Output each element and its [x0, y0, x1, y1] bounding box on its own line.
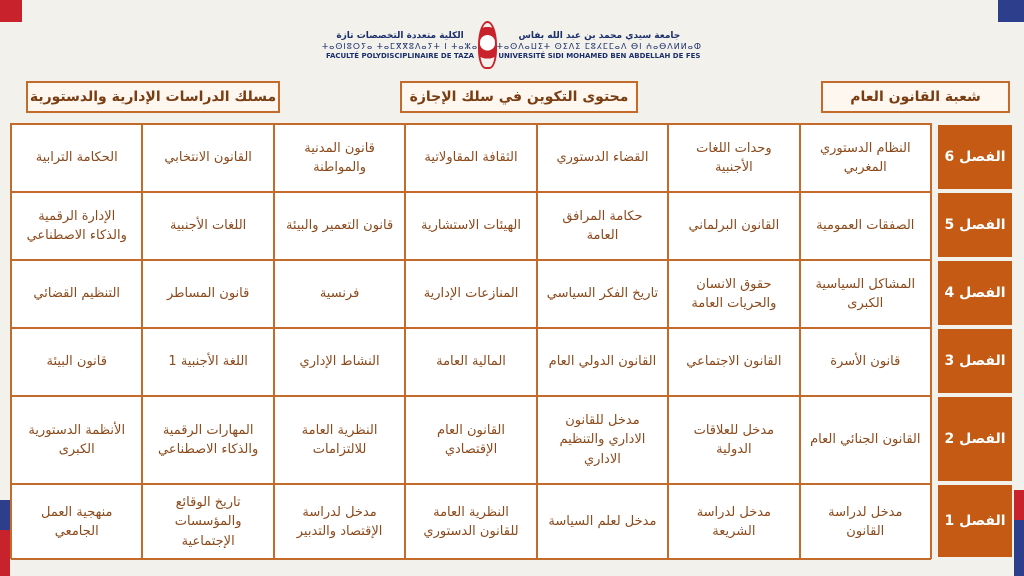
module-cell: مدخل لدراسة الشريعة	[668, 484, 799, 560]
module-cell: حكامة المرافق العامة	[537, 192, 668, 260]
modules-grid	[10, 123, 932, 559]
semester-label: الفصل 1	[936, 483, 1014, 559]
module-cell: المهارات الرقمية والذكاء الاصطناعي	[142, 396, 273, 484]
module-cell: القانون الجنائي العام	[800, 396, 931, 484]
module-cell: مدخل للعلاقات الدولية	[668, 396, 799, 484]
university-name-tf: ⵜⴰⵙⴷⴰⵡⵉⵜ ⵙⵉⴷⵉ ⵎⵓⵃⵎⵎⴰⴷ ⴱⵏ ⵄⴰⴱⴷⵍⵍⴰⵀ	[496, 41, 702, 51]
semester-label: الفصل 2	[936, 395, 1014, 483]
curriculum-table	[10, 123, 1014, 559]
faculty-name-fr: FACULTÉ POLYDISCIPLINAIRE DE TAZA	[325, 51, 475, 60]
module-cell: مدخل لدراسة الإقتصاد والتدبير	[274, 484, 405, 560]
faculty-block	[322, 31, 478, 60]
corner-decoration-blue	[998, 0, 1024, 22]
module-cell: حقوق الانسان والحريات العامة	[668, 260, 799, 328]
module-cell: التنظيم القضائي	[11, 260, 142, 328]
semester-label: الفصل 5	[936, 191, 1014, 259]
module-cell: الثقافة المقاولاتية	[405, 124, 536, 192]
university-logo-icon	[478, 21, 497, 69]
branch-label: شعبة القانون العام	[821, 81, 1010, 113]
module-cell: اللغة الأجنبية 1	[142, 328, 273, 396]
corner-decoration-red	[0, 0, 22, 22]
module-cell: مدخل لعلم السياسة	[537, 484, 668, 560]
stripe-decoration-blue	[1014, 520, 1024, 576]
university-name-fr: UNIVERSITÉ SIDI MOHAMED BEN ABDELLAH DE FES	[498, 51, 701, 60]
module-cell: القانون الانتخابي	[142, 124, 273, 192]
module-cell: قانون البيئة	[11, 328, 142, 396]
module-cell: قانون التعمير والبيئة	[274, 192, 405, 260]
module-cell: مدخل للقانون الاداري والتنظيم الاداري	[537, 396, 668, 484]
module-cell: الحكامة الترابية	[11, 124, 142, 192]
module-cell: القانون العام الإقتصادي	[405, 396, 536, 484]
semester-label: الفصل 3	[936, 327, 1014, 395]
semester-label: الفصل 6	[936, 123, 1014, 191]
module-cell: قانون الأسرة	[800, 328, 931, 396]
module-cell: القضاء الدستوري	[537, 124, 668, 192]
module-cell: النظرية العامة للقانون الدستوري	[405, 484, 536, 560]
institution-header	[322, 20, 702, 70]
semester-column	[936, 123, 1014, 559]
module-cell: النظرية العامة للالتزامات	[274, 396, 405, 484]
module-cell: منهجية العمل الجامعي	[11, 484, 142, 560]
module-cell: النظام الدستوري المغربي	[800, 124, 931, 192]
module-cell: القانون الدولي العام	[537, 328, 668, 396]
module-cell: الأنظمة الدستورية الكبرى	[11, 396, 142, 484]
module-cell: النشاط الإداري	[274, 328, 405, 396]
module-cell: وحدات اللغات الأجنبية	[668, 124, 799, 192]
track-label: مسلك الدراسات الإدارية والدستورية	[26, 81, 280, 113]
module-cell: الهيئات الاستشارية	[405, 192, 536, 260]
semester-label: الفصل 4	[936, 259, 1014, 327]
faculty-name-tf: ⵜⴰⵙⵏⵓⵔⵢⴰ ⵜⴰⵎⴳⴳⵓⴷⴰⵢⵜ ⵏ ⵜⴰⵣⴰ	[322, 41, 479, 51]
stripe-decoration-red	[0, 530, 10, 576]
module-cell: الإدارة الرقمية والذكاء الاصطناعي	[11, 192, 142, 260]
module-cell: الصفقات العمومية	[800, 192, 931, 260]
module-cell: قانون المساطر	[142, 260, 273, 328]
module-cell: تاريخ الفكر السياسي	[537, 260, 668, 328]
module-cell: تاريخ الوقائع والمؤسسات الإجتماعية	[142, 484, 273, 560]
module-cell: القانون البرلماني	[668, 192, 799, 260]
module-cell: المنازعات الإدارية	[405, 260, 536, 328]
faculty-name-ar: الكلية متعددة التخصصات تازة	[336, 30, 464, 41]
university-name-ar: جامعة سيدي محمد بن عبد الله بفاس	[518, 30, 681, 41]
module-cell: القانون الاجتماعي	[668, 328, 799, 396]
module-cell: فرنسية	[274, 260, 405, 328]
module-cell: مدخل لدراسة القانون	[800, 484, 931, 560]
university-block	[497, 31, 702, 60]
module-cell: المالية العامة	[405, 328, 536, 396]
module-cell: اللغات الأجنبية	[142, 192, 273, 260]
content-label: محتوى التكوين في سلك الإجازة	[400, 81, 638, 113]
module-cell: المشاكل السياسية الكبرى	[800, 260, 931, 328]
module-cell: قانون المدنية والمواطنة	[274, 124, 405, 192]
